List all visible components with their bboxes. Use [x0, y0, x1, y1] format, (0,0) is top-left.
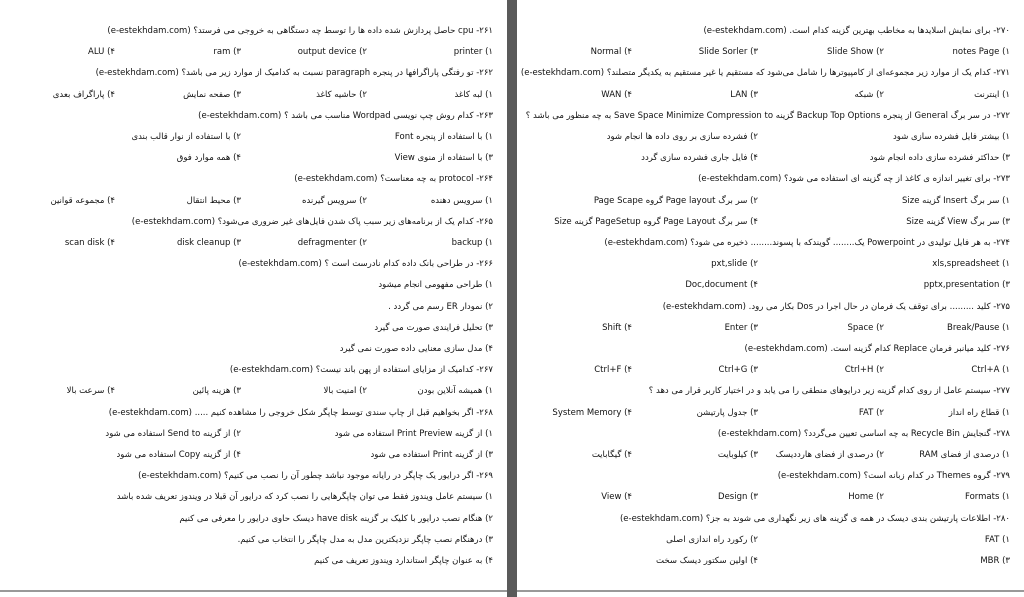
answer-option: ۱) لبه کاغذ: [454, 89, 493, 100]
answer-option: ۲) Slide Show: [827, 47, 884, 58]
answer-option: ۳) Design: [718, 492, 758, 503]
answer-option: ۲) شبکه: [854, 89, 884, 100]
answer-option: ۲) فشرده سازی بر روی داده ها انجام شود: [606, 132, 758, 142]
answer-option: ۳) از گزینه Print استفاده می شود: [370, 450, 493, 460]
answer-option: ۳) محیط انتقال: [186, 195, 241, 206]
question-text: ۲۷۹- گروه Themes در کدام زبانه است؟ (e-estekhdam.com): [777, 471, 1010, 482]
answer-option: ۴) فایل جاری فشرده سازی گردد: [641, 153, 758, 164]
answer-option: ۳) با استفاده از منوی View: [394, 153, 493, 164]
answer-option: ۴) به عنوان چاپگر استاندارد ویندوز تعریف می کنیم: [314, 556, 493, 566]
answer-option: ۱) notes Page: [952, 47, 1010, 58]
answer-option: ۱) backup: [451, 238, 493, 248]
question-text: ۲۶۳- کدام روش چپ نویسی Wordpad مناسب می باشد ؟ (e-estekhdam.com): [198, 110, 493, 121]
answer-option: ۳) ram: [213, 47, 241, 58]
answer-option: ۴) مجموعه قوانین: [50, 195, 115, 206]
answer-option: ۱) Break/Pause: [947, 322, 1010, 333]
answer-option: ۱) سیستم عامل ویندوز فقط می توان چاپگرهایی را نصب کرد که درایور آن قبلا در ویندوز تعریف شده باشد: [116, 492, 493, 503]
answer-option: ۴) پاراگراف بعدی: [52, 89, 115, 100]
answer-option: ۴) اولین سکتور دیسک سخت: [656, 556, 758, 566]
answer-option: ۴) ALU: [88, 47, 115, 58]
answer-option: ۳) LAN: [730, 89, 758, 100]
answer-option: ۴) Ctrl+F: [594, 365, 632, 376]
question-text: ۲۶۲- تو رفتگی پاراگرافها در پنجره paragraph نسبت به کدامیک از موارد زیر می باشد؟ (e-estekhdam.com): [95, 68, 493, 79]
answer-option: ۴) System Memory: [552, 407, 632, 418]
question-text: ۲۸۰- اطلاعات پارتیشن بندی دیسک در همه ی گزینه های زیر نگهداری می شوند به جز؟ (e-estekhdam.com): [619, 513, 1010, 524]
answer-option: ۳) pptx,presentation: [923, 280, 1010, 291]
answer-option: ۴) گیگابایت: [591, 450, 632, 460]
answer-option: ۳) disk cleanup: [176, 238, 241, 248]
answer-option: ۳) حداکثر فشرده سازی داده انجام شود: [869, 153, 1010, 164]
answer-option: ۲) سرویس گیرنده: [302, 195, 367, 206]
answer-option: ۳) Ctrl+G: [718, 365, 758, 376]
answer-option: ۳) سر برگ View گزینه Size: [906, 216, 1010, 227]
answer-option: ۱) سرویس دهنده: [430, 195, 493, 206]
question-text: ۲۷۶- کلید میانبر فرمان Replace کدام گزینه است. (e-estekhdam.com): [744, 344, 1010, 354]
answer-option: ۱) FAT: [984, 534, 1010, 545]
answer-option: ۱) قطاع راه انداز: [948, 407, 1010, 418]
question-text: ۲۶۹- اگر درایور یک چاپگر در رایانه موجود نباشد چطور آن را نصب می کنیم؟ (e-estekhdam.com): [138, 471, 493, 482]
answer-option: ۴) scan disk: [64, 238, 115, 248]
question-text: ۲۷۴- به هر فایل تولیدی در Powerpoint یک........ گویندکه با پسوند........ ذخیره می شود؟ (e-estekhdam.com): [604, 238, 1010, 248]
question-text: ۲۷۰- برای نمایش اسلایدها به مخاطب بهترین گزینه کدام است. (e-estekhdam.com): [703, 26, 1010, 36]
question-text: ۲۷۱- کدام یک از موارد زیر مجموعه‌ای از کامپیوترها را شامل می‌شود که مستقیم یا غیر مستقیم به یکدیگر متصلند؟ (e-estekhdam.com): [520, 68, 1010, 79]
answer-option: ۴) WAN: [601, 89, 632, 100]
answer-option: ۲) Ctrl+H: [844, 365, 884, 376]
answer-option: ۳) تحلیل فرایندی صورت می گیرد: [374, 322, 493, 333]
answer-option: ۲) FAT: [858, 407, 884, 418]
question-text: ۲۶۷- کدامیک از مزایای استفاده از پهن باند نیست؟ (e-estekhdam.com): [229, 365, 493, 376]
answer-option: ۲) defragmenter: [297, 238, 367, 248]
answer-option: ۳) کیلوبایت: [717, 450, 758, 460]
answer-option: ۴) سر برگ Page Layout گروه PageSetup گزینه Size: [554, 216, 758, 227]
question-text: ۲۶۵- کدام یک از برنامه‌های زیر سبب پاک شدن فایل‌های غیر ضروری می‌شود؟ (e-estekhdam.com): [131, 216, 493, 227]
answer-option: ۳) MBR: [980, 556, 1010, 566]
page-bottom-rule: [0, 590, 507, 592]
question-text: ۲۷۳- برای تغییر اندازه ی کاغذ از چه گزینه ای استفاده می شود؟ (e-estekhdam.com): [698, 174, 1010, 185]
question-text: ۲۶۱- cpu حاصل پردازش شده داده ها را توسط چه دستگاهی به خروجی می فرستد؟ (e-estekhdam.com): [107, 26, 493, 36]
answer-option: ۱) همیشه آنلاین بودن: [417, 386, 493, 397]
answer-option: ۱) طراحی مفهومی انجام میشود: [378, 280, 493, 291]
question-text: ۲۶۶- در طراحی بانک داده کدام نادرست است ؟ (e-estekhdam.com): [238, 259, 493, 270]
answer-option: ۳) هزینه پائین: [192, 386, 241, 397]
answer-option: ۲) Home: [848, 492, 884, 503]
answer-option: ۳) Slide Sorler: [698, 47, 758, 58]
answer-option: ۲) سر برگ Page layout گروه Page Scape: [593, 195, 758, 206]
answer-option: ۲) output device: [297, 47, 367, 58]
answer-option: ۱) Ctrl+A: [971, 365, 1010, 376]
answer-option: ۱) printer: [453, 47, 493, 58]
question-text: ۲۷۸- گنجایش Recycle Bin به چه اساسی تعیین می‌گردد؟ (e-estekhdam.com): [717, 428, 1010, 439]
question-text: ۲۷۷- سیستم عامل از روی کدام گزینه زیر درایوهای منطقی را می یابد و در اختیار کاربر قرار می دهد ؟: [648, 386, 1010, 397]
answer-option: ۲) حاشیه کاغذ: [316, 89, 367, 100]
answer-option: ۳) جدول پارتیشن: [696, 407, 758, 418]
page-bottom-rule: [517, 590, 1024, 592]
answer-option: ۱) از گزینه Print Preview استفاده می شود: [334, 428, 493, 439]
question-text: ۲۷۵- کلید ......... برای توقف یک فرمان در حال اجرا در Dos بکار می رود. (e-estekhdam.com): [662, 301, 1010, 312]
answer-option: ۲) pxt,slide: [711, 259, 758, 270]
answer-option: ۴) Shift: [602, 322, 632, 333]
question-text: ۲۷۲- در سر برگ General از پنجره Backup Top Options گزینه Save Space Minimize Compression to به چه منظور می باشد ؟: [525, 110, 1010, 121]
answer-option: ۲) با استفاده از نوار قالب بندی: [131, 132, 241, 142]
answer-option: ۱) سر برگ Insert گزینه Size: [902, 195, 1010, 206]
answer-option: ۴) مدل سازی معنایی داده صورت نمی گیرد: [339, 344, 493, 354]
answer-option: ۱) بیشتر فایل فشرده سازی شود: [893, 132, 1010, 142]
answer-option: ۲) Space: [847, 322, 884, 333]
answer-option: ۲) نمودار ER رسم می گردد .: [388, 301, 493, 312]
answer-option: ۲) هنگام نصب درایور با کلیک بر گزینه have disk دیسک حاوی درایور را معرفی می کنیم: [179, 513, 493, 524]
answer-option: ۲) امنیت بالا: [323, 386, 367, 397]
question-text: ۲۶۴- protocol به چه معناست؟ (e-estekhdam.com): [294, 174, 493, 185]
answer-option: ۴) سرعت بالا: [66, 386, 115, 397]
question-text: ۲۶۸- اگر بخواهیم قبل از چاپ سندی توسط چاپگر شکل خروجی را مشاهده کنیم ..... (e-estekhdam.com): [108, 407, 493, 418]
answer-option: ۳) صفحه نمایش: [183, 89, 241, 100]
answer-option: ۲) از گزینه Send to استفاده می شود: [105, 428, 241, 439]
answer-option: ۴) Normal: [590, 47, 632, 58]
answer-option: ۱) درصدی از فضای RAM: [919, 450, 1010, 460]
answer-option: ۳) Enter: [724, 322, 758, 333]
answer-option: ۴) Doc,document: [685, 280, 758, 291]
right-page: [517, 0, 1024, 597]
page-gap: [507, 0, 517, 597]
answer-option: ۴) از گزینه Copy استفاده می شود: [116, 450, 241, 460]
answer-option: ۲) رکورد راه اندازی اصلی: [666, 534, 758, 545]
answer-option: ۴) View: [601, 492, 632, 503]
answer-option: ۳) درهنگام نصب چاپگر نزدیکترین مدل به مدل چاپگر را انتخاب می کنیم.: [237, 534, 493, 545]
answer-option: ۱) Formats: [965, 492, 1010, 503]
answer-option: ۱) xls,spreadsheet: [932, 259, 1010, 270]
answer-option: ۱) اینترنت: [974, 89, 1010, 100]
answer-option: ۴) همه موارد فوق: [176, 153, 241, 164]
answer-option: ۲) درصدی از فضای هارددیسک: [775, 450, 884, 460]
answer-option: ۱) با استفاده از پنجره Font: [394, 132, 493, 142]
left-page: [0, 0, 507, 597]
